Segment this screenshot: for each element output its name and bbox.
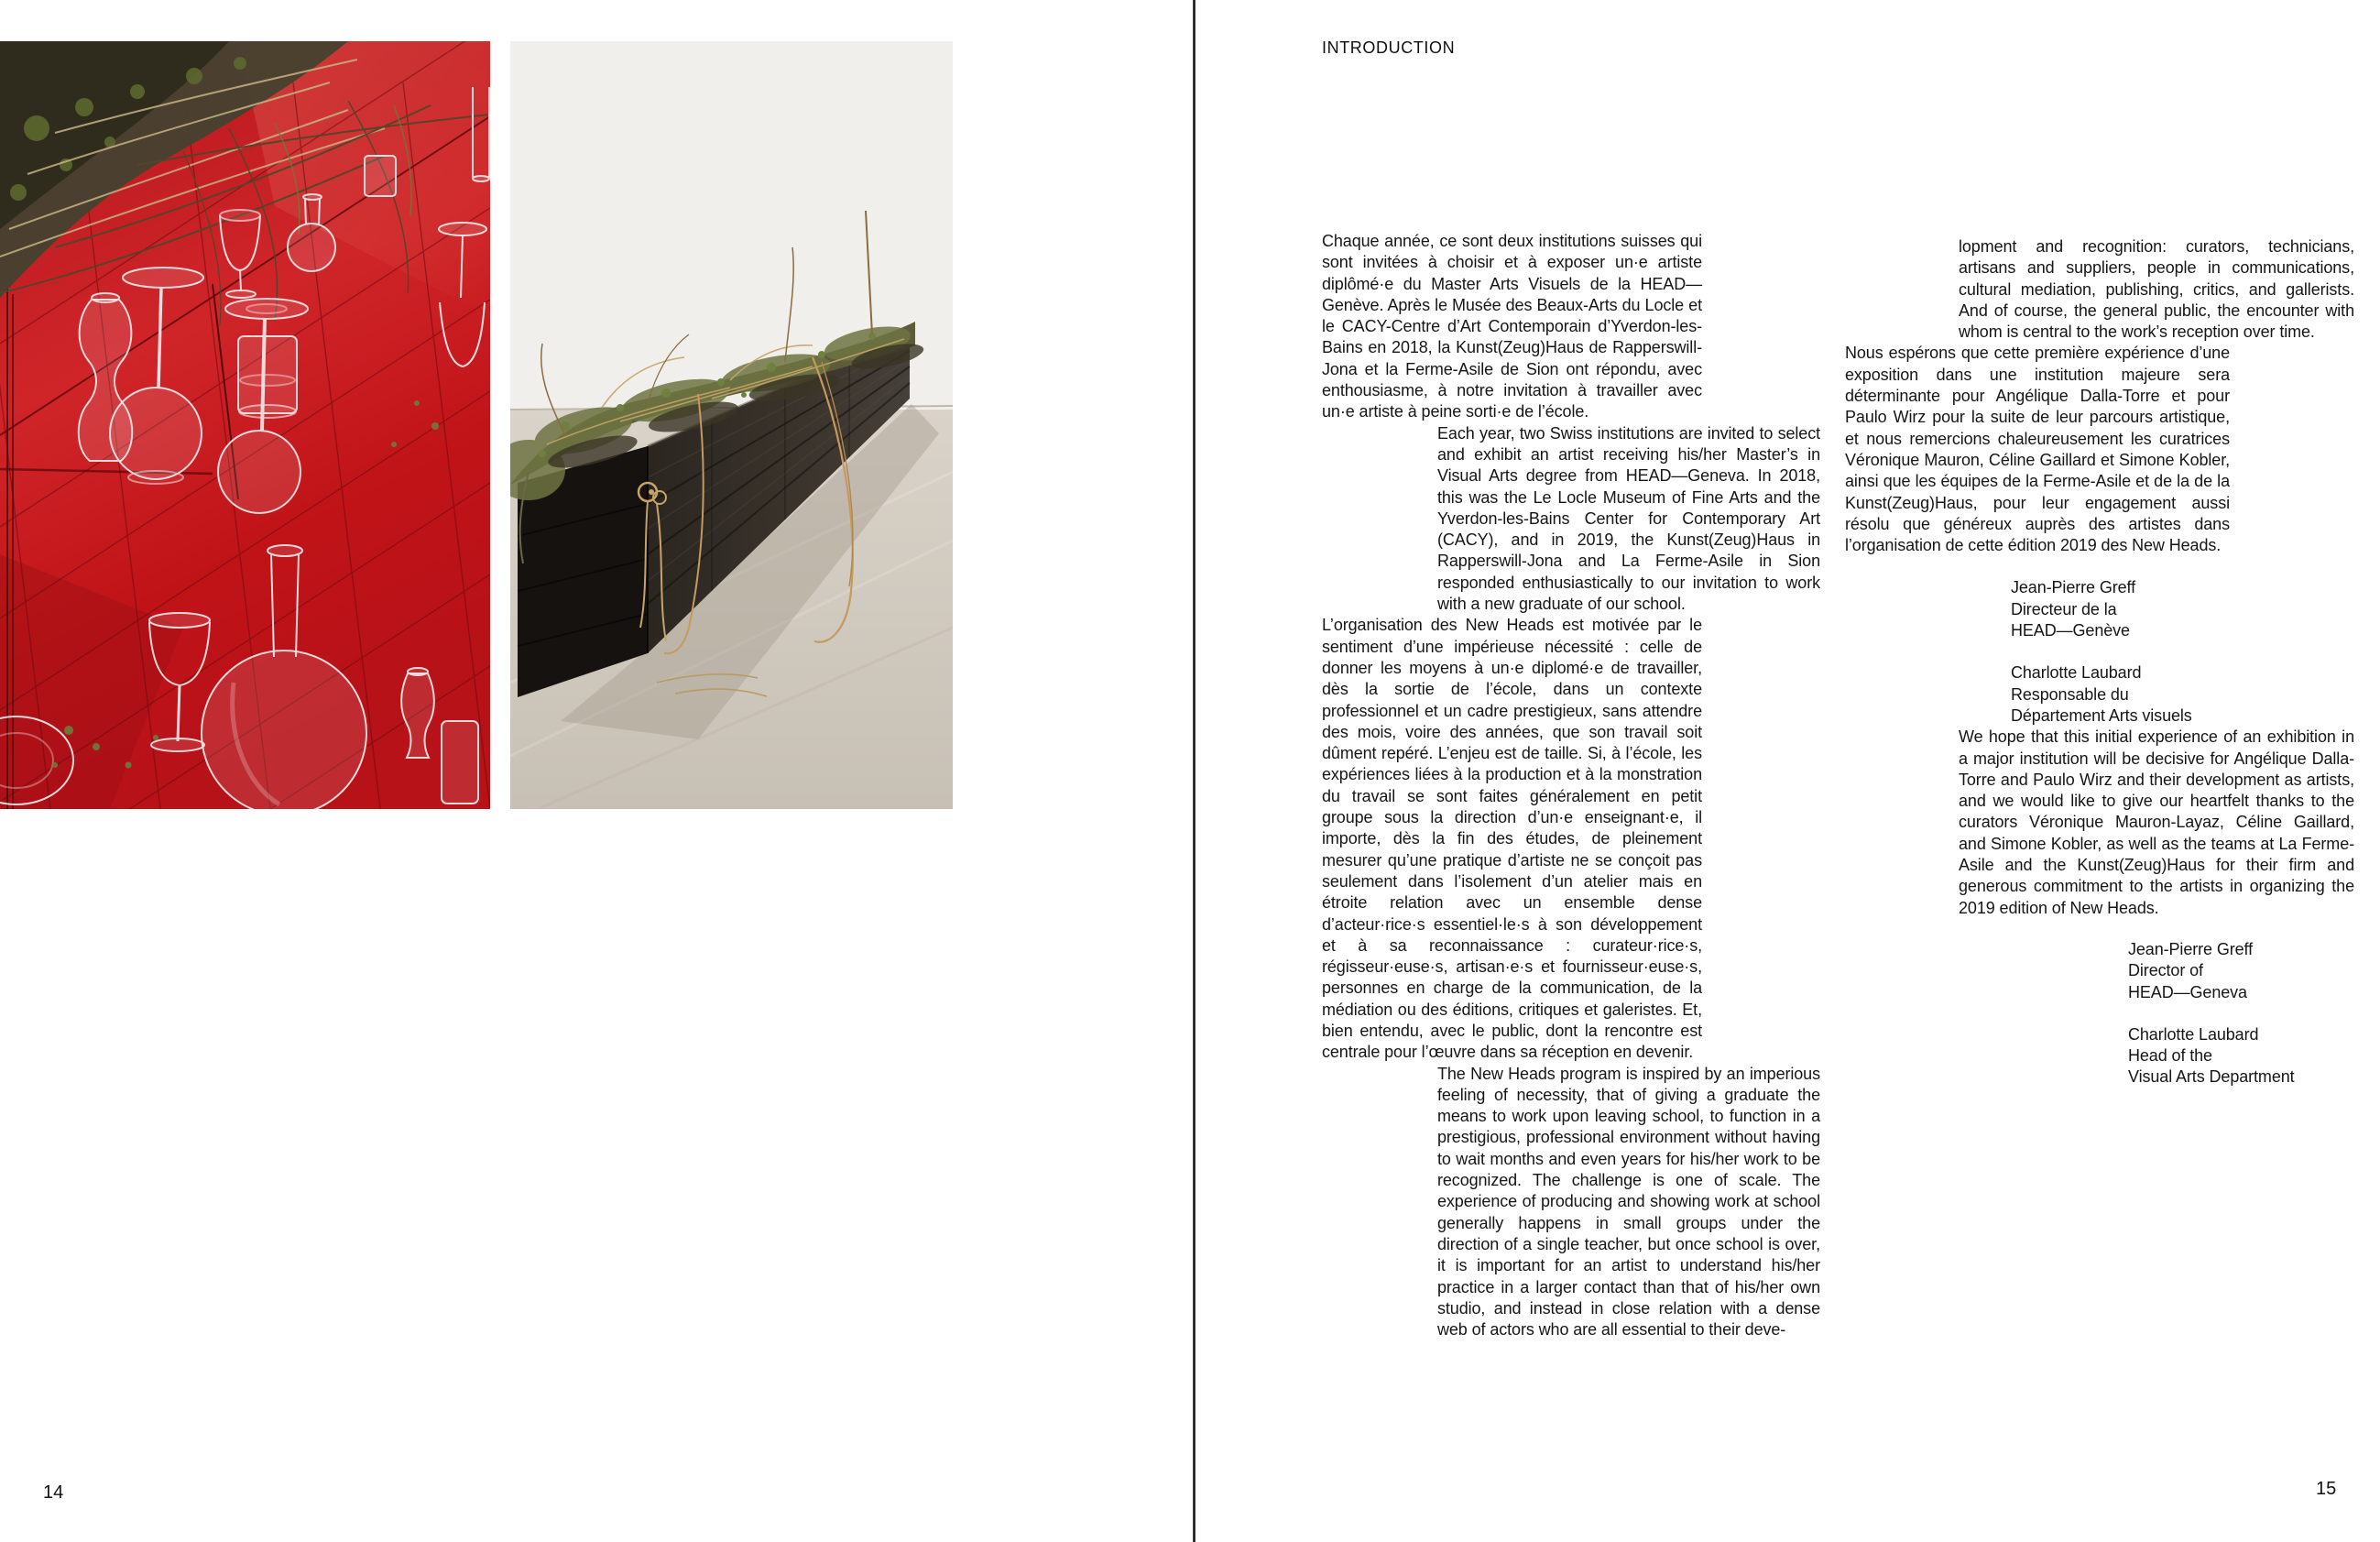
tumbler-glass [238,336,297,418]
small-tumbler [365,156,396,196]
paragraph-fr: Chaque année, ce sont deux institutions suisses qui sont invitées à choisir et à exposer un·e artiste diplômé·e du Master Arts Visuels de la HEAD—Genève. Après le Musée des Beaux-Arts du Locle et le CACY-Centre d’Art Contemporain d’Yverdon-les-Bains en 2018, la Kunst(Zeug)Haus de Rapperswill-Jona et la Ferme-Asile de Sion ont répondu, avec enthousiasme, à notre invitation à travailler avec un·e artiste à peine sorti·e de l’école. [1322,232,1702,421]
signature-name: Charlotte Laubard [2128,1024,2259,1044]
signature-role: Responsable du [2011,684,2129,704]
signature-block-en [2128,939,2354,1088]
text-column-right [1845,236,2354,1088]
signature-role: Visual Arts Department [2128,1067,2295,1087]
signature-role: Département Arts visuels [2011,705,2192,725]
paragraph-fr: Nous espérons que cette première expérience d’une exposition dans une institution majeure sera déterminante pour Angélique Dalla-Torre et pour Paulo Wirz pour la suite de leur parcours artistique, et nous remercions chaleureusement les curatrices Véronique Mauron, Céline Gaillard et Simone Kobler, ainsi que les équipes de la Ferme-Asile et de la de la Kunst(Zeug)Haus, pour leur engagement aussi résolu que généreux auprès des artistes dans l’organisation de cette édition 2019 des New Heads. [1845,344,2230,555]
signature-role: Directeur de la [2011,599,2117,618]
page-number-right: 15 [2316,1479,2337,1499]
section-header: INTRODUCTION [1322,38,1456,57]
paragraph-en-continuation: lopment and recognition: curators, technicians, artisans and suppliers, people in communications, cultural mediation, publishing, critics, and gallerists. And of course, the general public, the encounter with whom is central to the work’s reception over time. [1959,237,2354,342]
paragraph-en: Each year, two Swiss institutions are invited to select and exhibit an artist receiving his/her Master’s in Visual Arts degree from HEAD—Geneva. In 2018, this was the Le Locle Museum of Fine Arts and the Yverdon-les-Bains Center for Contemporary Art (CACY), and in 2019, the Kunst(Zeug)Haus in Rapperswill-Jona and La Ferme-Asile in Sion responded enthusiastically to our invitation to work with a new graduate of our school. [1437,423,1820,614]
paragraph-en: We hope that this initial experience of an exhibition in a major institution will be decisive for Angélique Dalla-Torre and Paulo Wirz and their development as artists, and we would like to give our heartfelt thanks to the curators Véronique Mauron-Layaz, Céline Gaillard, and Simone Kobler, as well as the teams at La Ferme-Asile and the Kunst(Zeug)Haus for their firm and generous commitment to the artists in organizing the 2019 edition of New Heads. [1959,727,2354,917]
signature-name: Jean-Pierre Greff [2011,578,2136,597]
signature-name: Charlotte Laubard [2011,663,2142,683]
signature-role: Director of [2128,961,2203,980]
paragraph-fr: L’organisation des New Heads est motivée par le sentiment d’une impérieuse nécessité : celle de donner les moyens à un·e diplomé·e de travailler, dès la sortie de l’école, dans un contexte professionnel et un cadre prestigieux, sans attendre des mois, voire des années, que son travail soit dûment repéré. L’enjeu est de taille. Si, à l’école, les expériences liées à la production et à la monstration du travail se sont faites généralement en petit groupe sous la direction d’un·e enseignant·e, il importe, dès la fin des études, de pleinement mesurer qu’une pratique d’artiste ne se conçoit pas seulement dans l’isolement d’un atelier mais en étroite relation avec un ensemble dense d’acteur·rice·s essentiel·le·s à son développement et à sa reconnaissance : curateur·rice·s, régisseur·euse·s, artisan·e·s et fournisseur·euse·s, personnes en charge de la communication, de la médiation ou des éditions, critiques et galeristes. Et, bien entendu, avec le public, dont la rencontre est centrale pour l’œuvre dans sa réception en devenir. [1322,616,1702,1062]
tumbler-bottom-right [442,721,478,804]
page-number-left: 14 [43,1482,64,1503]
paragraph-en: The New Heads program is inspired by an imperious feeling of necessity, that of giving a graduate the means to work upon leaving school, to function in a prestigious, professional environment without having to wait months and even years for his/her work to be recognized. The challenge is one of scale. The experience of producing and showing work at school generally happens in small groups under the direction of a single teacher, but once school is over, it is important for an artist to understand his/her practice in a larger contact than that of his/her own studio, and instead in close relation with a dense web of actors who are all essential to their deve- [1437,1064,1820,1340]
signature-role: Head of the [2128,1046,2212,1066]
page-gutter-line [1193,0,1195,1542]
signature-role: HEAD—Geneva [2128,982,2247,1001]
signature-name: Jean-Pierre Greff [2128,939,2254,958]
text-column-left [1322,231,1820,1340]
signature-role: HEAD—Genève [2011,621,2130,640]
photo-charred-planter [510,41,953,809]
signature-block-fr [2011,577,2354,727]
chimney-bulb-rim [408,668,428,675]
photo-red-mirror-glassware [0,41,490,809]
carved-bottle-rim [92,293,119,302]
